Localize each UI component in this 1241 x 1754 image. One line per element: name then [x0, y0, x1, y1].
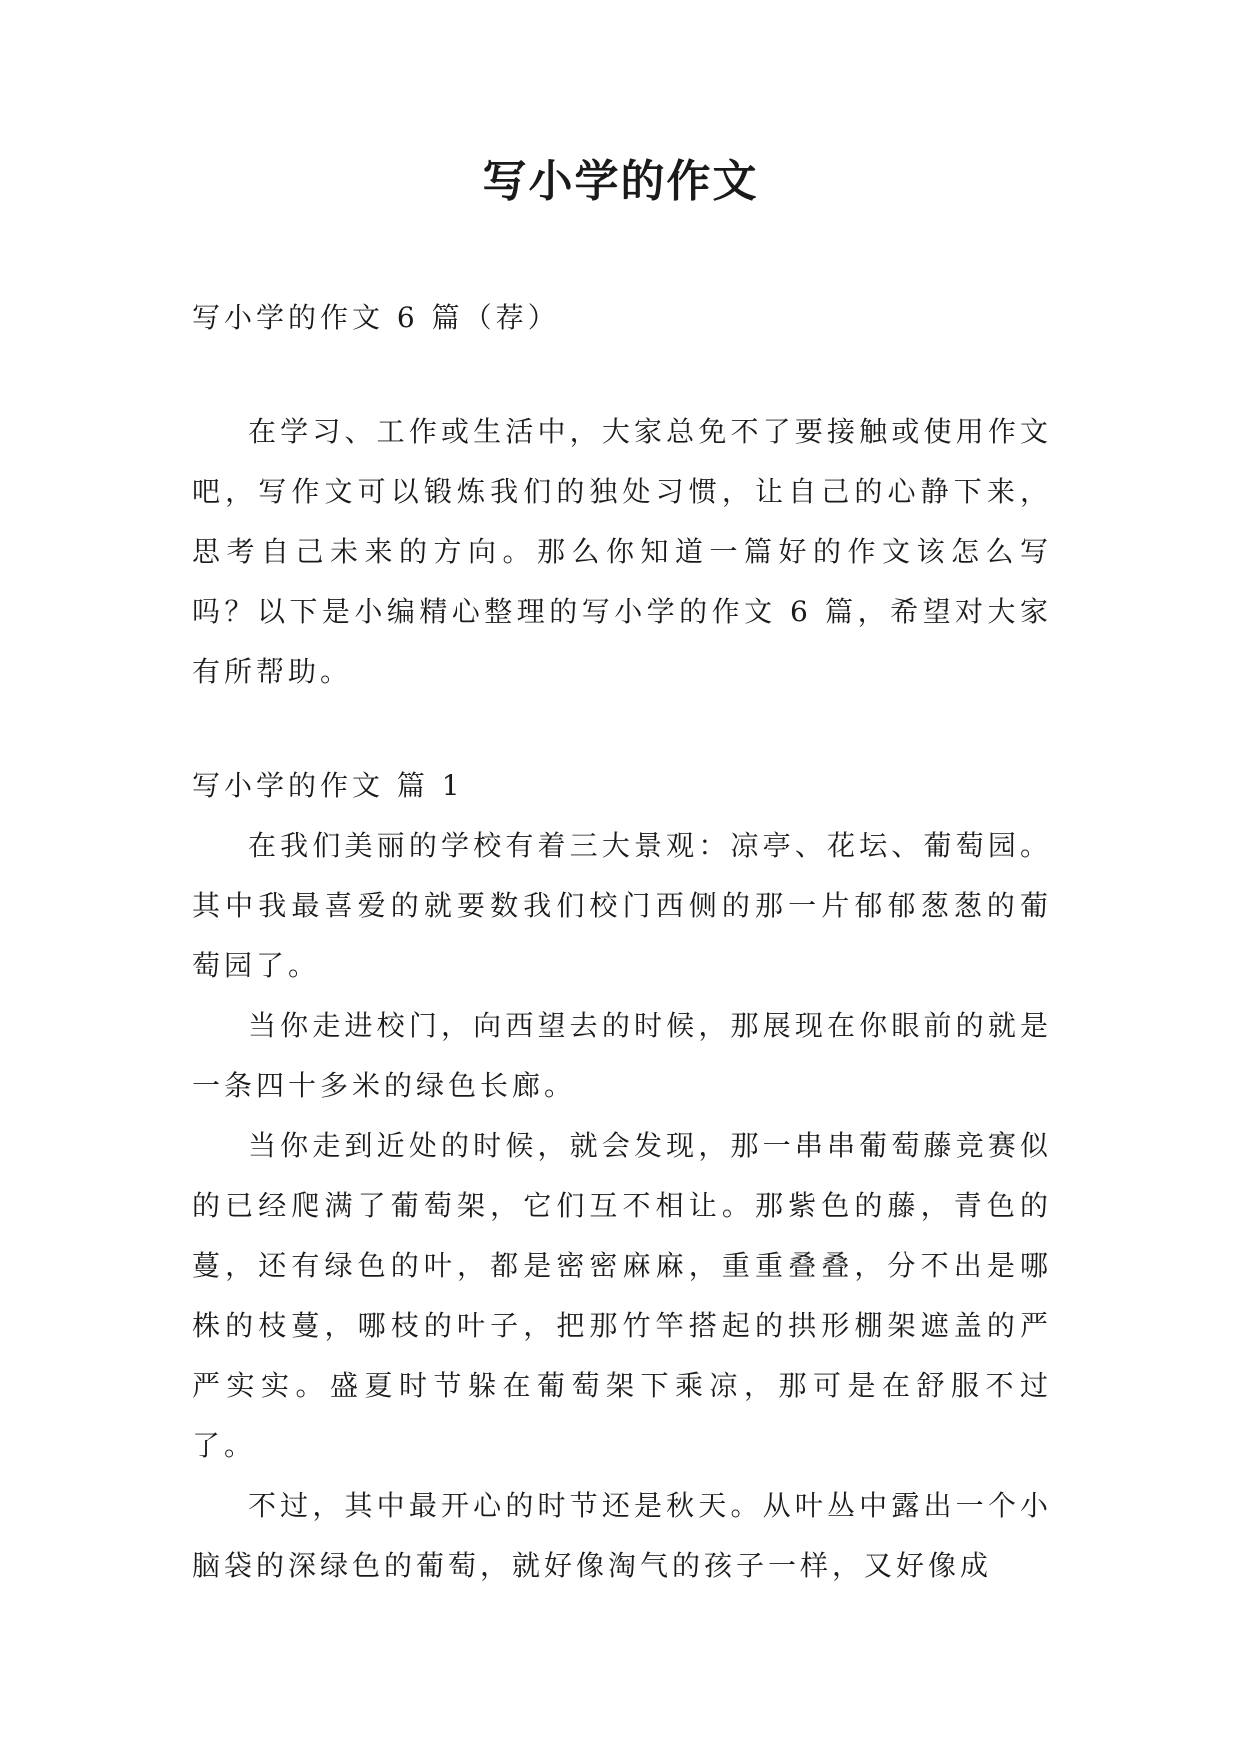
body-paragraph: 当你走进校门，向西望去的时候，那展现在你眼前的就是一条四十多米的绿色长廊。 [192, 1009, 1052, 1102]
body-paragraph: 在我们美丽的学校有着三大景观：凉亭、花坛、葡萄园。其中我最喜爱的就要数我们校门西侧的那一片郁郁葱葱的葡萄园了。 [192, 829, 1052, 982]
body-paragraph: 不过，其中最开心的时节还是秋天。从叶丛中露出一个小脑袋的深绿色的葡萄，就好像淘气的孩子一样，又好像成 [192, 1489, 1052, 1582]
section-heading: 写小学的作文 篇 1 [192, 769, 464, 802]
essay-body [192, 816, 1052, 1596]
intro-paragraph: 在学习、工作或生活中，大家总免不了要接触或使用作文吧，写作文可以锻炼我们的独处习惯，让自己的心静下来，思考自己未来的方向。那么你知道一篇好的作文该怎么写吗？以下是小编精心整理的写小学的作文 6 篇，希望对大家有所帮助。 [192, 415, 1052, 688]
body-paragraph: 当你走到近处的时候，就会发现，那一串串葡萄藤竞赛似的已经爬满了葡萄架，它们互不相让。那紫色的藤，青色的蔓，还有绿色的叶，都是密密麻麻，重重叠叠，分不出是哪株的枝蔓，哪枝的叶子，把那竹竿搭起的拱形棚架遮盖的严严实实。盛夏时节躲在葡萄架下乘凉，那可是在舒服不过了。 [192, 1129, 1052, 1462]
document-subtitle: 写小学的作文 6 篇（荐） [192, 301, 560, 334]
document-title: 写小学的作文 [482, 156, 759, 207]
